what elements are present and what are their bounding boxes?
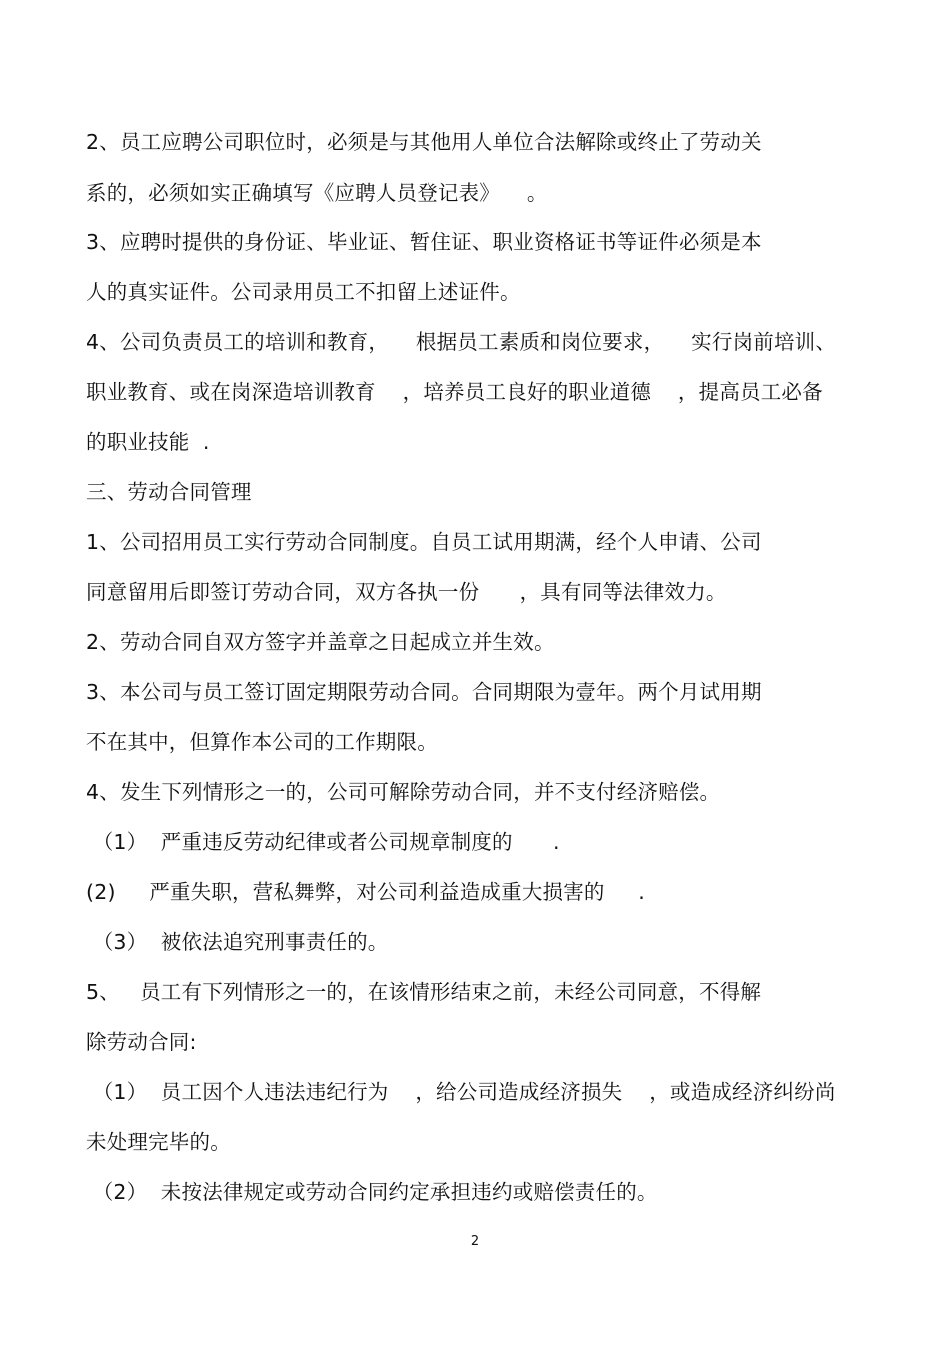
paragraph-line: 同意留用后即签订劳动合同，双方各执一份 ，具有同等法律效力。: [86, 580, 727, 604]
paragraph-line: 除劳动合同:: [86, 1030, 197, 1054]
page-number: 2: [470, 1234, 480, 1249]
paragraph-line: 人的真实证件。公司录用员工不扣留上述证件。: [86, 280, 521, 304]
paragraph-line: 2、员工应聘公司职位时，必须是与其他用人单位合法解除或终止了劳动关: [86, 130, 762, 154]
paragraph-line: 的职业技能 .: [86, 430, 210, 454]
list-item: （1） 员工因个人违法违纪行为 ，给公司造成经济损失 ，或造成经济纠纷尚: [86, 1080, 836, 1104]
paragraph-line: 4、公司负责员工的培训和教育， 根据员工素质和岗位要求， 实行岗前培训、: [86, 330, 837, 354]
list-item: （3） 被依法追究刑事责任的。: [86, 930, 389, 954]
paragraph-line: 未处理完毕的。: [86, 1130, 231, 1154]
paragraph-line: 3、应聘时提供的身份证、毕业证、暂住证、职业资格证书等证件必须是本: [86, 230, 762, 254]
section-heading: 三、劳动合同管理: [86, 480, 252, 504]
paragraph-line: 系的，必须如实正确填写《应聘人员登记表》 。: [86, 181, 548, 205]
list-item: （2） 未按法律规定或劳动合同约定承担违约或赔偿责任的。: [86, 1180, 658, 1204]
list-item: （1） 严重违反劳动纪律或者公司规章制度的 .: [86, 830, 560, 854]
paragraph-line: 5、 员工有下列情形之一的，在该情形结束之前，未经公司同意，不得解: [86, 980, 762, 1004]
paragraph-line: 3、本公司与员工签订固定期限劳动合同。合同期限为壹年。两个月试用期: [86, 680, 762, 704]
paragraph-line: 4、发生下列情形之一的，公司可解除劳动合同，并不支付经济赔偿。: [86, 780, 721, 804]
paragraph-line: 职业教育、或在岗深造培训教育 ，培养员工良好的职业道德 ，提高员工必备: [86, 380, 823, 404]
paragraph-line: 1、公司招用员工实行劳动合同制度。自员工试用期满，经个人申请、公司: [86, 530, 762, 554]
paragraph-line: 2、劳动合同自双方签字并盖章之日起成立并生效。: [86, 630, 555, 654]
paragraph-line: 不在其中，但算作本公司的工作期限。: [86, 730, 438, 754]
list-item: (2) 严重失职，营私舞弊，对公司利益造成重大损害的 .: [86, 880, 645, 904]
